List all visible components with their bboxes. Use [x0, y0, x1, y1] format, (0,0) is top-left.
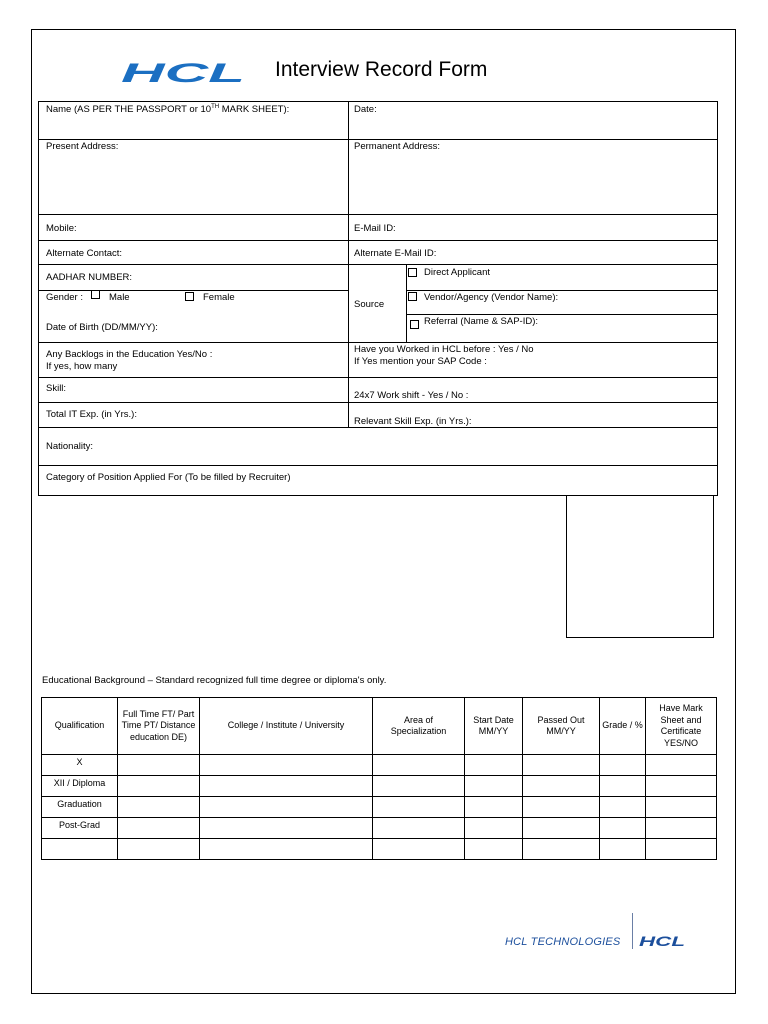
total-exp-label: Total IT Exp. (in Yrs.):: [46, 409, 137, 420]
vendor-checkbox[interactable]: [408, 292, 417, 301]
direct-applicant-label: Direct Applicant: [424, 267, 491, 278]
footer-logo-text: HCL: [639, 934, 685, 947]
referral-label: Referral (Name & SAP-ID):: [424, 316, 539, 327]
column-header: Area of Specialization: [373, 698, 465, 755]
female-checkbox[interactable]: [185, 292, 194, 301]
footer-divider: [632, 913, 633, 949]
sap-code-label: If Yes mention your SAP Code :: [354, 356, 487, 367]
direct-applicant-checkbox[interactable]: [408, 268, 417, 277]
worked-hcl-label: Have you Worked in HCL before : Yes / No: [354, 344, 534, 355]
qualification-cell: X: [42, 755, 118, 776]
relevant-exp-label: Relevant Skill Exp. (in Yrs.):: [354, 416, 472, 427]
hcl-logo: [119, 59, 247, 85]
education-table: [41, 697, 717, 860]
qualification-cell: Graduation: [42, 797, 118, 818]
column-header: Passed Out MM/YY: [523, 698, 600, 755]
mobile-label: Mobile:: [46, 223, 77, 234]
male-checkbox[interactable]: [91, 290, 100, 299]
alternate-contact-label: Alternate Contact:: [46, 248, 123, 259]
male-label: Male: [109, 292, 130, 303]
table-row: [42, 776, 717, 797]
qualification-cell: Post-Grad: [42, 818, 118, 839]
nationality-label: Nationality:: [46, 441, 93, 452]
hcl-logo-text: HCL: [121, 59, 245, 85]
column-header: College / Institute / University: [200, 698, 373, 755]
footer-hcl-logo: [638, 934, 686, 947]
column-header: Qualification: [42, 698, 118, 755]
column-header: Grade / %: [600, 698, 646, 755]
vendor-label: Vendor/Agency (Vendor Name):: [424, 292, 559, 303]
referral-checkbox[interactable]: [410, 320, 419, 329]
date-field-label: Date:: [354, 104, 377, 115]
column-header: Full Time FT/ Part Time PT/ Distance education DE): [118, 698, 200, 755]
female-label: Female: [203, 292, 235, 303]
education-caption: Educational Background – Standard recognized full time degree or diploma's only.: [42, 675, 387, 686]
backlogs-label: Any Backlogs in the Education Yes/No :: [46, 349, 213, 360]
column-header: Start Date MM/YY: [465, 698, 523, 755]
table-row: [42, 797, 717, 818]
name-field-label: Name (AS PER THE PASSPORT or 10TH MARK SHEET):: [46, 103, 290, 115]
footer-brand-text: HCL TECHNOLOGIES: [505, 936, 621, 948]
permanent-address-label: Permanent Address:: [354, 141, 441, 152]
photo-box: [566, 496, 714, 638]
applicant-details-form: [38, 101, 718, 496]
skill-label: Skill:: [46, 383, 67, 394]
education-header-row: [42, 698, 717, 755]
alternate-email-label: Alternate E-Mail ID:: [354, 248, 437, 259]
gender-label: Gender :: [46, 292, 83, 303]
column-header: Have Mark Sheet and Certificate YES/NO: [646, 698, 717, 755]
source-label: Source: [354, 299, 385, 310]
present-address-label: Present Address:: [46, 141, 119, 152]
table-row: [42, 818, 717, 839]
qualification-cell: XII / Diploma: [42, 776, 118, 797]
dob-label: Date of Birth (DD/MM/YY):: [46, 322, 158, 333]
table-row: [42, 839, 717, 860]
work-shift-label: 24x7 Work shift - Yes / No :: [354, 390, 469, 401]
qualification-cell: [42, 839, 118, 860]
backlogs-count-label: If yes, how many: [46, 361, 118, 372]
aadhar-label: AADHAR NUMBER:: [46, 272, 133, 283]
table-row: [42, 755, 717, 776]
page-title: Interview Record Form: [275, 58, 488, 81]
email-label: E-Mail ID:: [354, 223, 396, 234]
category-label: Category of Position Applied For (To be filled by Recruiter): [46, 472, 291, 483]
